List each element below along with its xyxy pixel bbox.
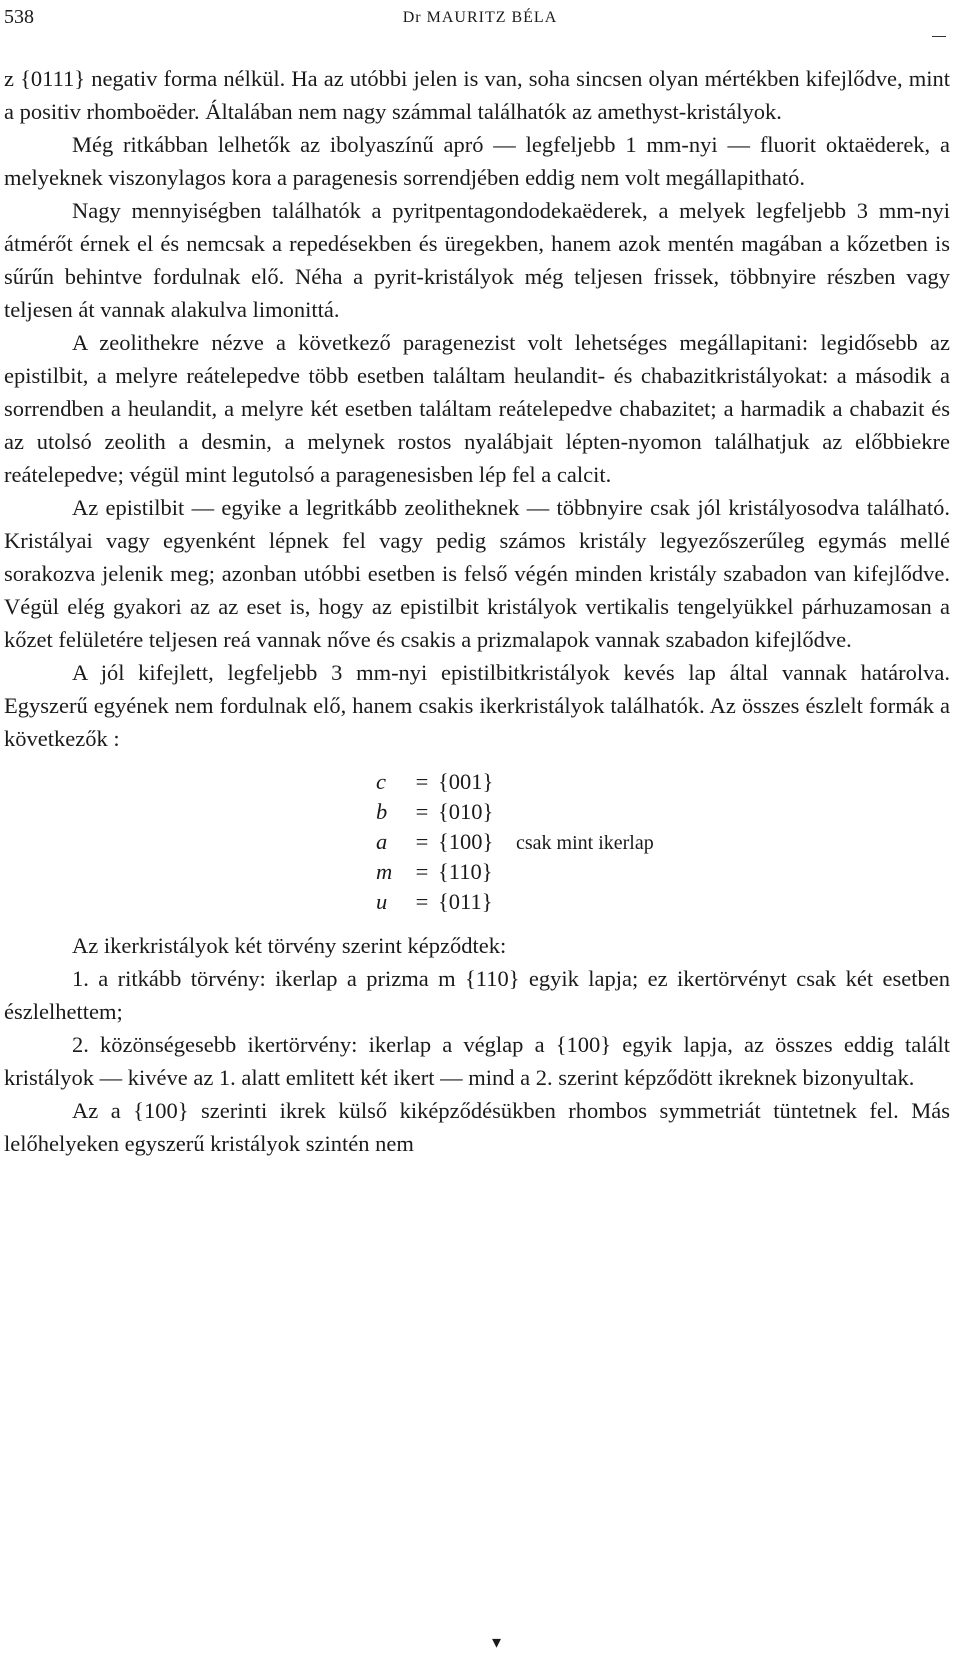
form-row [376,887,796,917]
form-row [376,857,796,887]
form-index: {001} [438,769,494,794]
paragraph-9: 2. közönségesebb ikertörvény: ikerlap a véglap a {100} egyik lapja, az összes eddig talált kristályok — kivéve az 1. alatt emlitett két ikert — mind a 2. szerint képződött ikreknek bizonyultak. [4,1032,950,1090]
paragraph-7: Az ikerkristályok két törvény szerint képződtek: [72,933,507,958]
forms-list [376,767,796,917]
page-number: 538 [4,6,34,28]
form-symbol: b [376,799,388,824]
paragraph-8: 1. a ritkább törvény: ikerlap a prizma m {110} egyik lapja; ez ikertörvényt csak két esetben észlelhettem; [4,966,950,1024]
form-symbol: a [376,829,388,854]
paragraph-10: Az a {100} szerinti ikrek külső kiképződésükben rhombos symmetriát tüntetnek fel. Más lelőhelyeken egyszerű kristályok szintén nem [4,1098,950,1156]
page-header [0,6,960,36]
form-equals: = [415,769,429,794]
form-equals: = [415,799,429,824]
running-head: Dr MAURITZ BÉLA [402,9,558,26]
form-index: {100} [438,829,494,854]
paragraph-5: Az epistilbit — egyike a legritkább zeolitheknek — többnyire csak jól kristályosodva található. Kristályai vagy egyenként lépnek fel vagy pedig számos kristály legyezőszerűleg egymás mellé sorakozva jelenik meg; azonban utóbbi esetben is felső végén minden kristály szabadon van kifejlődve. Végül elég gyakori az az eset is, hogy az epistilbit kristályok vertikalis tengelyükkel párhuzamosan a kőzet felületére teljesen reá vannak nőve és csakis a prizmalapok vannak szabadon kifejlődve. [4,495,950,652]
paragraph-3: Nagy mennyiségben találhatók a pyritpentagondodekaëderek, a melyek legfeljebb 3 mm-nyi átmérőt érnek el és nemcsak a repedésekben és üregekben, hanem azok mentén magában a kőzetben is sűrűn behintve fordulnak elő. Néha a pyrit-kristályok még teljesen frissek, többnyire részben vagy teljesen át vannak alakulva limonittá. [4,198,950,322]
form-symbol: c [376,769,386,794]
form-index: {011} [438,889,493,914]
form-symbol: u [376,889,388,914]
form-index: {110} [438,859,493,884]
form-equals: = [415,859,429,884]
form-equals: = [415,889,429,914]
form-row [376,797,796,827]
paragraph-1: z {0111} negativ forma nélkül. Ha az utóbbi jelen is van, soha sincsen olyan mértékben kifejlődve, mint a positiv rhomboëder. Általában nem nagy számmal találhatók az amethyst-kristályok. [4,66,950,124]
form-note: csak mint ikerlap [516,832,654,854]
paragraph-2: Még ritkábban lelhetők az ibolyaszínű apró — legfeljebb 1 mm-nyi — fluorit oktaëderek, a melyeknek viszonylagos kora a paragenesis sorrendjében eddig nem volt megállapitható. [4,132,950,190]
body-text [4,62,950,1160]
header-dash [932,36,946,37]
form-row [376,767,796,797]
paragraph-4: A zeolithekre nézve a következő paragenezist volt lehetséges megállapitani: legidősebb az epistilbit, a melyre reátelepedve több esetben találtam heulandit- és chabazitkristályokat: a második a sorrendben a heulandit, a melyre két esetben találtam reátelepedve chabazitet; a harmadik a chabazit és az utolsó zeolith a desmin, a melynek rostos nyalábjait lépten-nyomon találhatjuk az előbbiekre reátelepedve; végül mint legutolsó a paragenesisben lép fel a calcit. [4,330,950,487]
form-row [376,827,796,857]
footer-mark: ▾ [492,1632,502,1652]
form-symbol: m [376,859,393,884]
form-index: {010} [438,799,494,824]
paragraph-6: A jól kifejlett, legfeljebb 3 mm-nyi epistilbitkristályok kevés lap által vannak határolva. Egyszerű egyének nem fordulnak elő, hanem csakis ikerkristályok találhatók. Az összes észlelt formák a következők : [4,660,950,751]
form-equals: = [415,829,429,854]
